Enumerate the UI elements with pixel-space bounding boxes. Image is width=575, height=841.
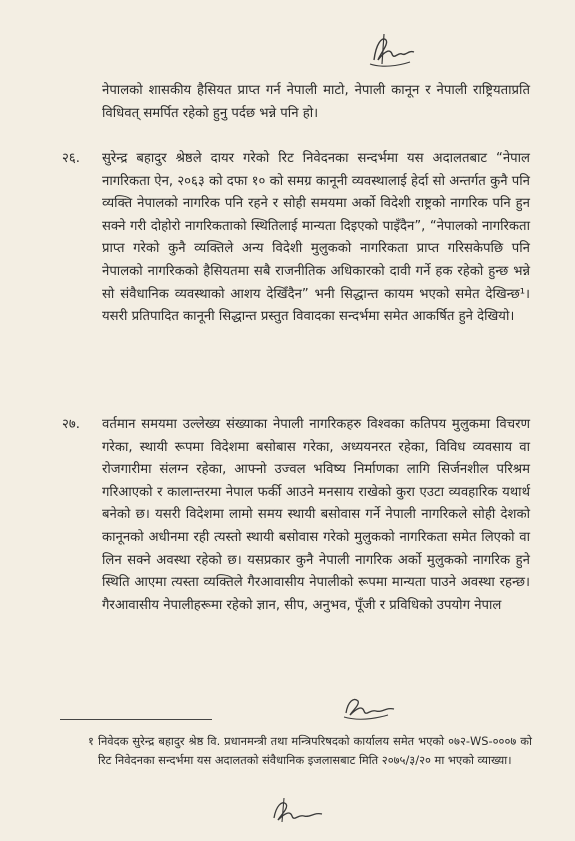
footnote-separator <box>60 719 212 720</box>
footnote <box>88 732 532 770</box>
paragraph-26 <box>62 148 530 329</box>
signature-bottom <box>266 796 328 828</box>
paragraph-number: २७. <box>62 417 80 432</box>
paragraph-text: सुरेन्द्र बहादुर श्रेष्ठले दायर गरेको रिट निवेदनका सन्दर्भमा यस अदालतबाट “नेपाल नागरिकता ऐन, २०६३ को दफा १० को समग्र कानूनी व्यवस्थालाई हेर्दा सो अन्तर्गत कुनै पनि व्यक्ति नेपालको नागरिक पनि रहने र सोही समयमा अर्को विदेशी राष्ट्रको नागरिक पनि हुन सक्ने गरी दोहोरो नागरिकताको स्थितिलाई मान्यता दिइएको पाइँदैन”, “नेपालको नागरिकता प्राप्त गरेको कुनै व्यक्तिले अन्य विदेशी मुलुकको नागरिकता प्राप्त गरिसकेपछि पनि नेपालको नागरिकको हैसियतमा सबै राजनीतिक अधिकारको दावी गर्ने हक रहेको हुन्छ भन्ने सो संवैधानिक व्यवस्थाको आशय देखिँदैन” भनी सिद्धान्त कायम भएको समेत देखिन्छ¹। यसरी प्रतिपादित कानूनी सिद्धान्त प्रस्तुत विवादका सन्दर्भमा समेत आकर्षित हुने देखियो। <box>102 151 530 325</box>
footnote-number: १ <box>88 734 94 748</box>
footnote-text: निवेदक सुरेन्द्र बहादुर श्रेष्ठ वि. प्रधानमन्त्री तथा मन्त्रिपरिषदको कार्यालय समेत भएको ०७२-WS-०००७ को रिट निवेदनका सन्दर्भमा यस अदालतको संवैधानिक इजलासबाट मिति २०७५/३/२० मा भएको व्याख्या। <box>98 734 532 767</box>
signature-middle <box>338 693 400 723</box>
paragraph-text: वर्तमान समयमा उल्लेख्य संख्याका नेपाली नागरिकहरु विश्वका कतिपय मुलुकमा विचरण गरेका, स्थायी रूपमा विदेशमा बसोबास गरेका, अध्ययनरत रहेका, विविध व्यवसाय वा रोजगारीमा संलग्न रहेका, आफ्नो उज्वल भविष्य निर्माणका लागि सिर्जनशील परिश्रम गरिआएको र कालान्तरमा नेपाल फर्की आउने मनसाय राखेको कुरा एउटा व्यवहारिक यथार्थ बनेको छ। यसरी विदेशमा लामो समय स्थायी बसोवास गर्ने नेपाली नागरिकले सोही देशको कानूनको अधीनमा रही त्यस्तो स्थायी बसोवास गरेको मुलुकको नागरिकता समेत लिएको वा लिन सक्ने अवस्था रहेको छ। यसप्रकार कुनै नेपाली नागरिक अर्को मुलुकको नागरिक हुने स्थिति आएमा त्यस्ता व्यक्तिले गैरआवासीय नेपालीको रूपमा मान्यता पाउने अवस्था रहन्छ। गैरआवासीय नेपालीहरूमा रहेको ज्ञान, सीप, अनुभव, पूँजी र प्रविधिको उपयोग नेपाल <box>102 417 530 613</box>
signature-top <box>362 30 424 74</box>
paragraph-27 <box>62 414 530 617</box>
paragraph-continuation: नेपालको शासकीय हैसियत प्राप्त गर्न नेपाली माटो, नेपाली कानून र नेपाली राष्ट्रियताप्रति विधिवत् समर्पित रहेको हुनु पर्दछ भन्ने पनि हो। <box>102 83 530 121</box>
paragraph-number: २६. <box>62 151 80 166</box>
